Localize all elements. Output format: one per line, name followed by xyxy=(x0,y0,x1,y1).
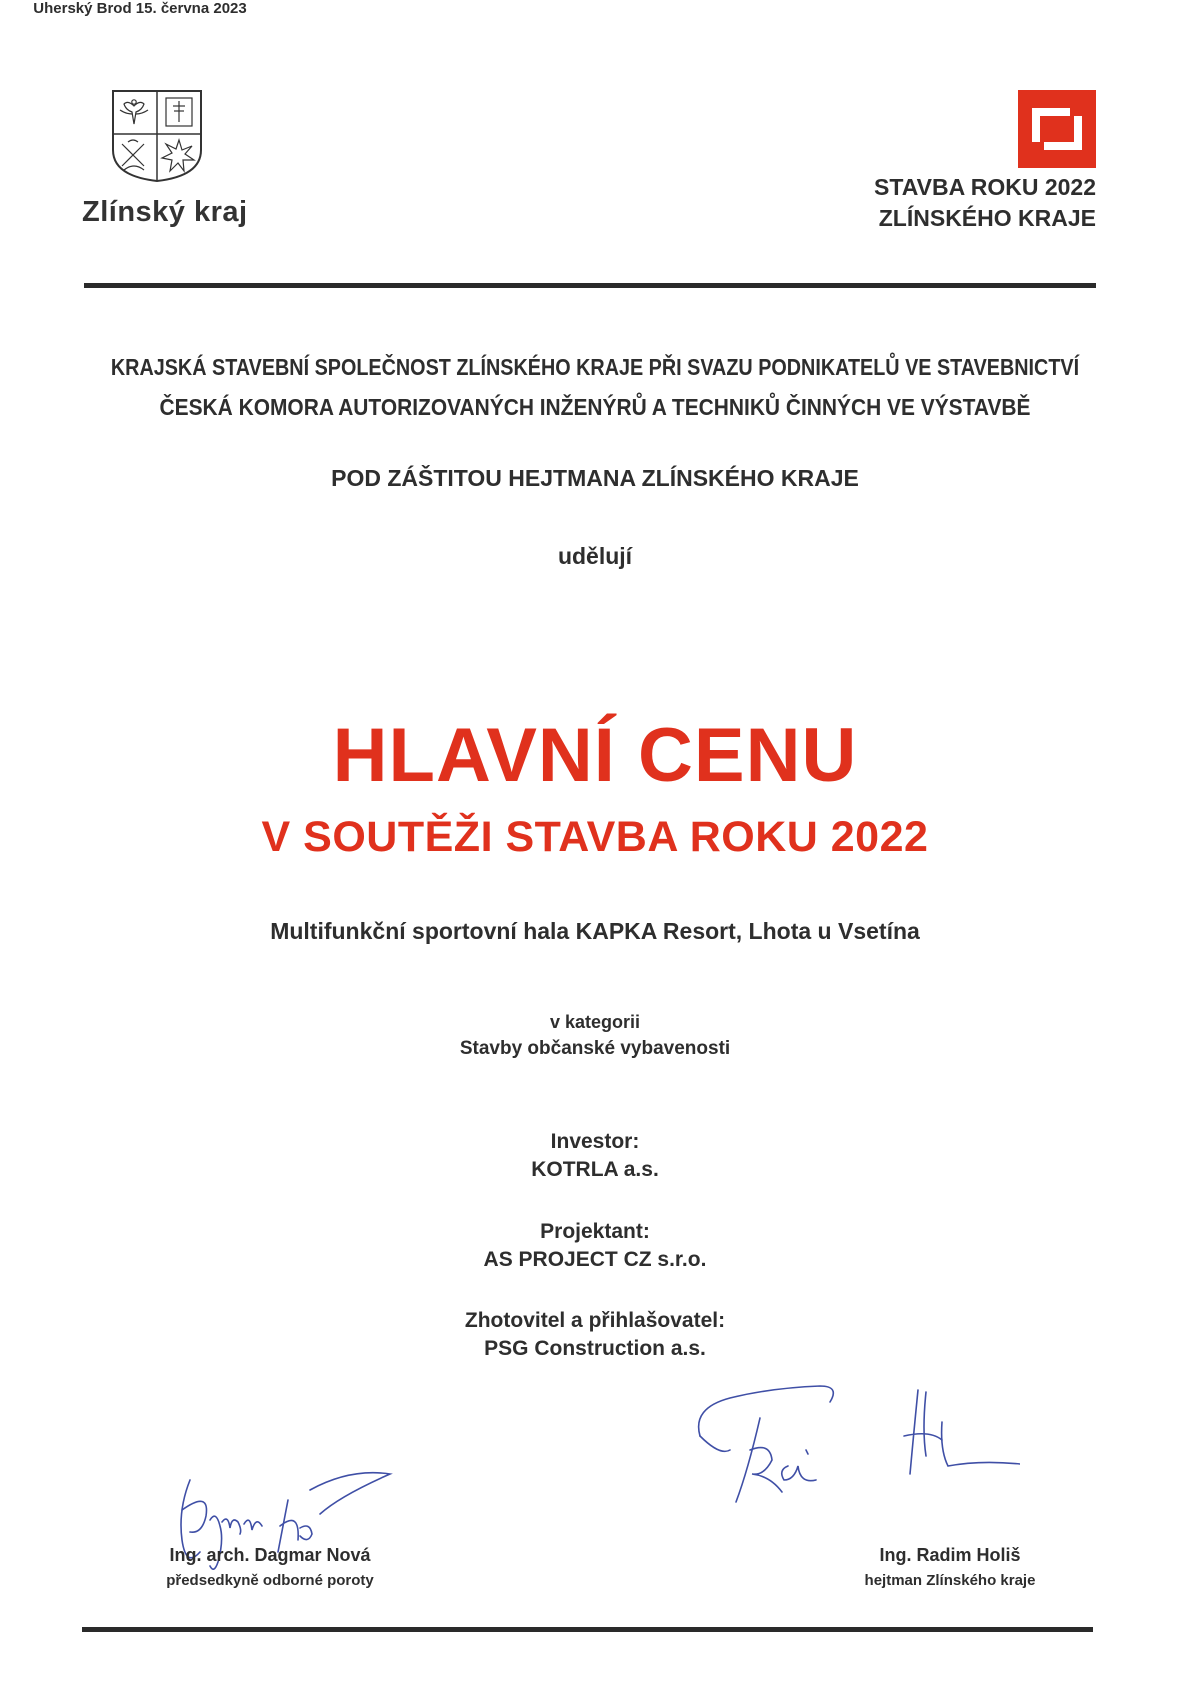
region-name: Zlínský kraj xyxy=(82,196,248,228)
role-value: AS PROJECT CZ s.r.o. xyxy=(483,1248,707,1271)
contest-title xyxy=(874,172,1096,234)
organizers xyxy=(0,347,1190,427)
role-investor xyxy=(0,1128,1190,1184)
grant-verb: udělují xyxy=(557,543,633,569)
category-value: Stavby občanské vybavenosti xyxy=(459,1038,731,1059)
bottom-divider xyxy=(82,1627,1093,1632)
patronage-line: POD ZÁŠTITOU HEJTMANA ZLÍNSKÉHO KRAJE xyxy=(331,465,859,491)
signatory-left-name: Ing. arch. Dagmar Nová xyxy=(169,1545,371,1565)
contest-title-line1: STAVBA ROKU 2022 xyxy=(874,174,1096,200)
prize-main-title: HLAVNÍ CENU xyxy=(332,713,858,798)
contest-title-line2: ZLÍNSKÉHO KRAJE xyxy=(878,205,1096,231)
signatory-right xyxy=(810,1545,1090,1589)
organizer-line-1: KRAJSKÁ STAVEBNÍ SPOLEČNOST ZLÍNSKÉHO KRAJE PŘI SVAZU PODNIKATELŮ VE STAVEBNICTVÍ xyxy=(110,354,1080,380)
organizer-line-2: ČESKÁ KOMORA AUTORIZOVANÝCH INŽENÝRŮ A TECHNIKŮ ČINNÝCH VE VÝSTAVBĚ xyxy=(159,394,1031,420)
signatory-left xyxy=(120,1545,420,1589)
prize-subtitle: V SOUTĚŽI STAVBA ROKU 2022 xyxy=(261,813,929,861)
signatory-right-title: hejtman Zlínského kraje xyxy=(864,1572,1036,1589)
role-value: PSG Construction a.s. xyxy=(484,1337,706,1360)
top-divider xyxy=(84,283,1096,288)
project-name: Multifunkční sportovní hala KAPKA Resort, Lhota u Vsetína xyxy=(270,918,920,944)
stavba-roku-logo xyxy=(1018,90,1096,168)
category-label: v kategorii xyxy=(549,1012,641,1032)
signatory-left-title: předsedkyně odborné poroty xyxy=(166,1572,374,1589)
role-value: KOTRLA a.s. xyxy=(531,1158,659,1181)
role-contractor xyxy=(0,1307,1190,1363)
role-label: Zhotovitel a přihlašovatel: xyxy=(464,1309,726,1332)
zlin-region-coat-of-arms xyxy=(110,88,204,184)
signature-holis xyxy=(690,1380,1020,1510)
role-designer xyxy=(0,1218,1190,1274)
role-label: Projektant: xyxy=(540,1220,650,1243)
role-label: Investor: xyxy=(550,1130,640,1153)
signatory-right-name: Ing. Radim Holiš xyxy=(879,1545,1021,1565)
place-and-date: Uherský Brod 15. června 2023 xyxy=(33,0,247,17)
